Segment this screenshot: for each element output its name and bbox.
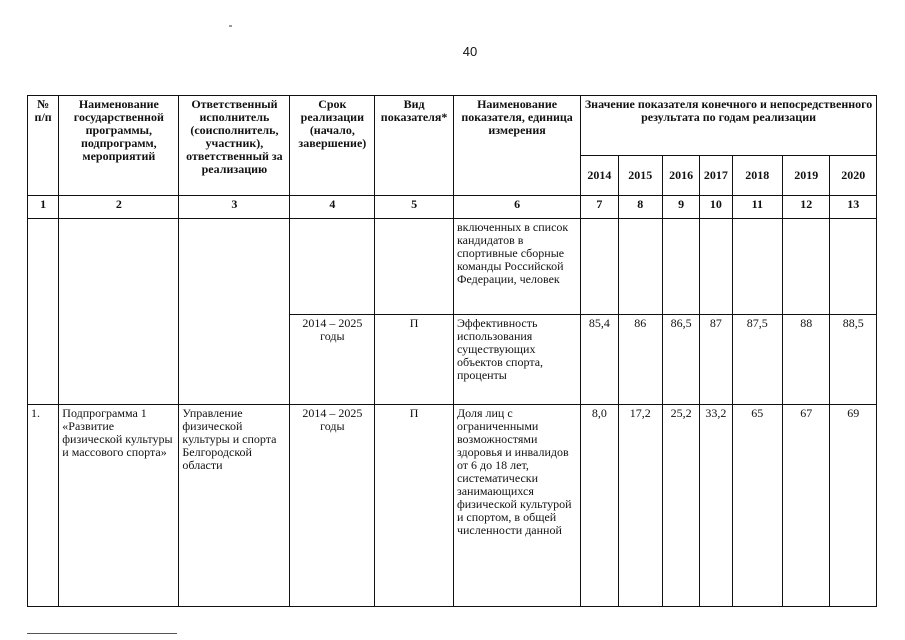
header-row bbox=[28, 96, 877, 156]
column-number: 2 bbox=[59, 196, 179, 219]
header-year: 2018 bbox=[732, 156, 782, 196]
table-row bbox=[28, 219, 877, 315]
column-number: 11 bbox=[732, 196, 782, 219]
row-value: 25,2 bbox=[662, 405, 699, 607]
row-num: 1. bbox=[28, 405, 59, 607]
row-value: 85,4 bbox=[581, 315, 618, 405]
row-value bbox=[732, 219, 782, 315]
row-value bbox=[581, 219, 618, 315]
header-year: 2016 bbox=[662, 156, 699, 196]
header-year: 2019 bbox=[783, 156, 830, 196]
header-kind: Вид показателя* bbox=[375, 96, 454, 196]
row-value bbox=[830, 219, 877, 315]
row-indicator: Эффективность использования существующих объектов спорта, проценты bbox=[453, 315, 580, 405]
row-name bbox=[59, 219, 179, 405]
row-value bbox=[618, 219, 662, 315]
row-value bbox=[662, 219, 699, 315]
row-value: 87,5 bbox=[732, 315, 782, 405]
column-number: 13 bbox=[830, 196, 877, 219]
row-kind: П bbox=[375, 405, 454, 607]
row-executor bbox=[179, 219, 290, 405]
row-value: 86 bbox=[618, 315, 662, 405]
row-period bbox=[290, 219, 375, 315]
row-period: 2014 – 2025 годы bbox=[290, 405, 375, 607]
row-value: 87 bbox=[700, 315, 732, 405]
header-indicator: Наименование показателя, единица измерения bbox=[453, 96, 580, 196]
header-year: 2015 bbox=[618, 156, 662, 196]
row-name: Подпрограмма 1 «Развитие физической культуры и массового спорта» bbox=[59, 405, 179, 607]
row-executor: Управление физической культуры и спорта Белгородской области bbox=[179, 405, 290, 607]
row-value: 69 bbox=[830, 405, 877, 607]
row-kind: П bbox=[375, 315, 454, 405]
page-number: 40 bbox=[462, 44, 478, 59]
header-period: Срок реализации (начало, завершение) bbox=[290, 96, 375, 196]
header-executor: Ответственный исполнитель (соисполнитель, участник), ответственный за реализацию bbox=[179, 96, 290, 196]
row-value bbox=[700, 219, 732, 315]
header-year: 2020 bbox=[830, 156, 877, 196]
column-number: 6 bbox=[453, 196, 580, 219]
scan-edge-line bbox=[27, 633, 177, 634]
column-number: 9 bbox=[662, 196, 699, 219]
column-number: 8 bbox=[618, 196, 662, 219]
row-indicator: включенных в список кандидатов в спортивные сборные команды Российской Федерации, человек bbox=[453, 219, 580, 315]
column-number: 12 bbox=[783, 196, 830, 219]
row-indicator: Доля лиц с ограниченными возможностями здоровья и инвалидов от 6 до 18 лет, систематически занимающихся физической культурой и спортом, в общей численности данной bbox=[453, 405, 580, 607]
row-kind bbox=[375, 219, 454, 315]
row-value: 67 bbox=[783, 405, 830, 607]
indicators-table bbox=[27, 95, 877, 607]
table-row bbox=[28, 405, 877, 607]
row-value: 8,0 bbox=[581, 405, 618, 607]
header-name: Наименование государственной программы, подпрограмм, мероприятий bbox=[59, 96, 179, 196]
row-value: 33,2 bbox=[700, 405, 732, 607]
column-number: 3 bbox=[179, 196, 290, 219]
row-value: 88 bbox=[783, 315, 830, 405]
row-value: 17,2 bbox=[618, 405, 662, 607]
row-value: 86,5 bbox=[662, 315, 699, 405]
column-number: 10 bbox=[700, 196, 732, 219]
header-year: 2014 bbox=[581, 156, 618, 196]
column-numbers-row bbox=[28, 196, 877, 219]
column-number: 7 bbox=[581, 196, 618, 219]
row-period: 2014 – 2025 годы bbox=[290, 315, 375, 405]
column-number: 4 bbox=[290, 196, 375, 219]
row-num bbox=[28, 219, 59, 405]
scan-speck bbox=[229, 25, 232, 27]
header-year: 2017 bbox=[700, 156, 732, 196]
column-number: 1 bbox=[28, 196, 59, 219]
row-value: 65 bbox=[732, 405, 782, 607]
row-value: 88,5 bbox=[830, 315, 877, 405]
row-value bbox=[783, 219, 830, 315]
header-num: № п/п bbox=[28, 96, 59, 196]
header-values-group: Значение показателя конечного и непосредственного результата по годам реализации bbox=[581, 96, 877, 156]
column-number: 5 bbox=[375, 196, 454, 219]
